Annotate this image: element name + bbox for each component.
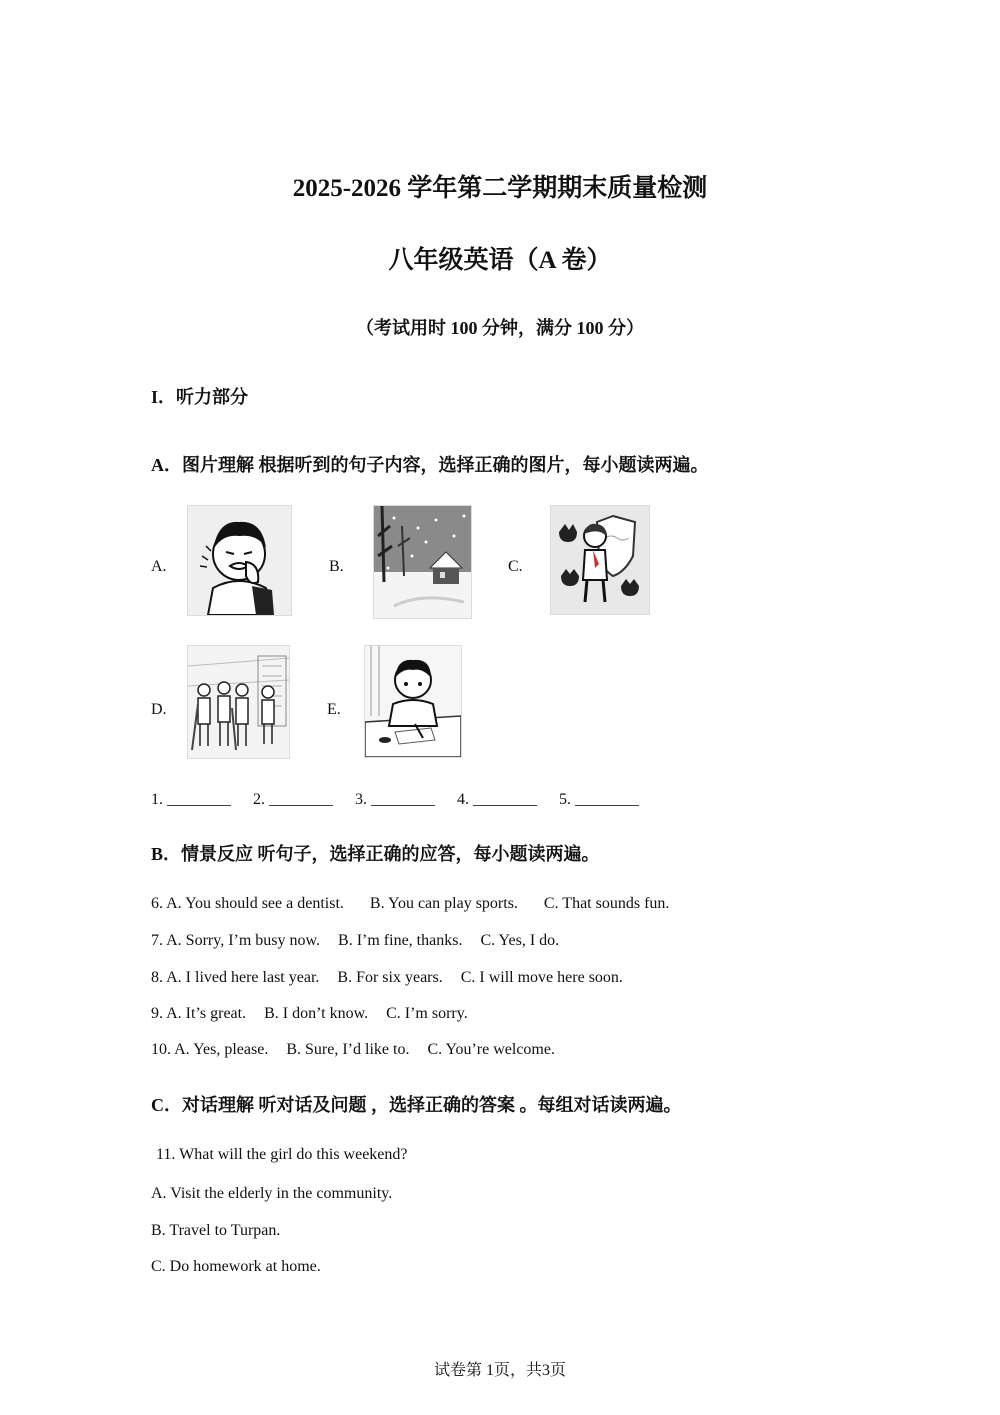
picture-label-e: E.	[327, 701, 341, 718]
students-cleaning-icon	[187, 645, 290, 759]
question-8	[151, 969, 623, 987]
q8-option-a: 8. A. I lived here last year.	[151, 969, 320, 986]
q11-option-b: B. Travel to Turpan.	[151, 1222, 281, 1239]
q11-option-c: C. Do homework at home.	[151, 1258, 321, 1275]
exam-title: 2025-2026 学年第二学期期末质量检测	[292, 175, 708, 202]
toothache-boy-icon	[187, 505, 292, 616]
section-c-heading: C．对话理解 听对话及问题 ，选择正确的答案 。每组对话读两遍。	[151, 1095, 682, 1115]
q10-option-b: B. Sure, I’d like to.	[286, 1041, 410, 1058]
picture-label-a: A.	[151, 558, 167, 575]
section-b-heading: B．情景反应 听句子，选择正确的应答，每小题读两遍。	[151, 844, 600, 864]
q8-option-b: B. For six years.	[337, 969, 443, 986]
q7-option-a: 7. A. Sorry, I’m busy now.	[151, 932, 321, 949]
exam-subtitle: 八年级英语（A 卷）	[388, 247, 612, 274]
q9-option-c: C. I’m sorry.	[386, 1005, 468, 1022]
section-a-heading: A．图片理解 根据听到的句子内容，选择正确的图片，每小题读两遍。	[151, 455, 709, 475]
answer-blanks	[151, 791, 639, 809]
q7-option-b: B. I’m fine, thanks.	[338, 932, 463, 949]
picture-label-b: B.	[329, 558, 344, 575]
question-6	[151, 895, 669, 913]
question-10	[151, 1041, 555, 1059]
part1-heading: I．听力部分	[151, 387, 249, 407]
question-7	[151, 932, 559, 950]
q8-option-c: C. I will move here soon.	[460, 969, 623, 986]
exam-note: （考试用时 100 分钟，满分 100 分）	[356, 318, 644, 338]
q6-option-a: 6. A. You should see a dentist.	[151, 895, 344, 912]
q6-option-b: B. You can play sports.	[369, 895, 518, 912]
q10-option-c: C. You’re welcome.	[427, 1041, 555, 1058]
q9-option-b: B. I don’t know.	[264, 1005, 369, 1022]
picture-label-d: D.	[151, 701, 167, 718]
answer-blank-3[interactable]: 3. ________	[355, 791, 435, 808]
answer-blank-5[interactable]: 5. ________	[559, 791, 639, 808]
picture-label-c: C.	[508, 558, 523, 575]
question-9	[151, 1005, 468, 1023]
q9-option-a: 9. A. It’s great.	[151, 1005, 247, 1022]
page-footer: 试卷第 1页，共3页	[433, 1362, 566, 1379]
q6-option-c: C. That sounds fun.	[543, 895, 670, 912]
answer-blank-1[interactable]: 1. ________	[151, 791, 231, 808]
answer-blank-4[interactable]: 4. ________	[457, 791, 537, 808]
scared-girl-monsters-icon	[550, 505, 650, 615]
boy-writing-icon	[364, 645, 462, 758]
answer-blank-2[interactable]: 2. ________	[253, 791, 333, 808]
q7-option-c: C. Yes, I do.	[480, 932, 560, 949]
q10-option-a: 10. A. Yes, please.	[151, 1041, 269, 1058]
snowy-house-icon	[373, 505, 472, 619]
q11-option-a: A. Visit the elderly in the community.	[151, 1185, 393, 1202]
question-11: 11. What will the girl do this weekend?	[156, 1146, 408, 1163]
